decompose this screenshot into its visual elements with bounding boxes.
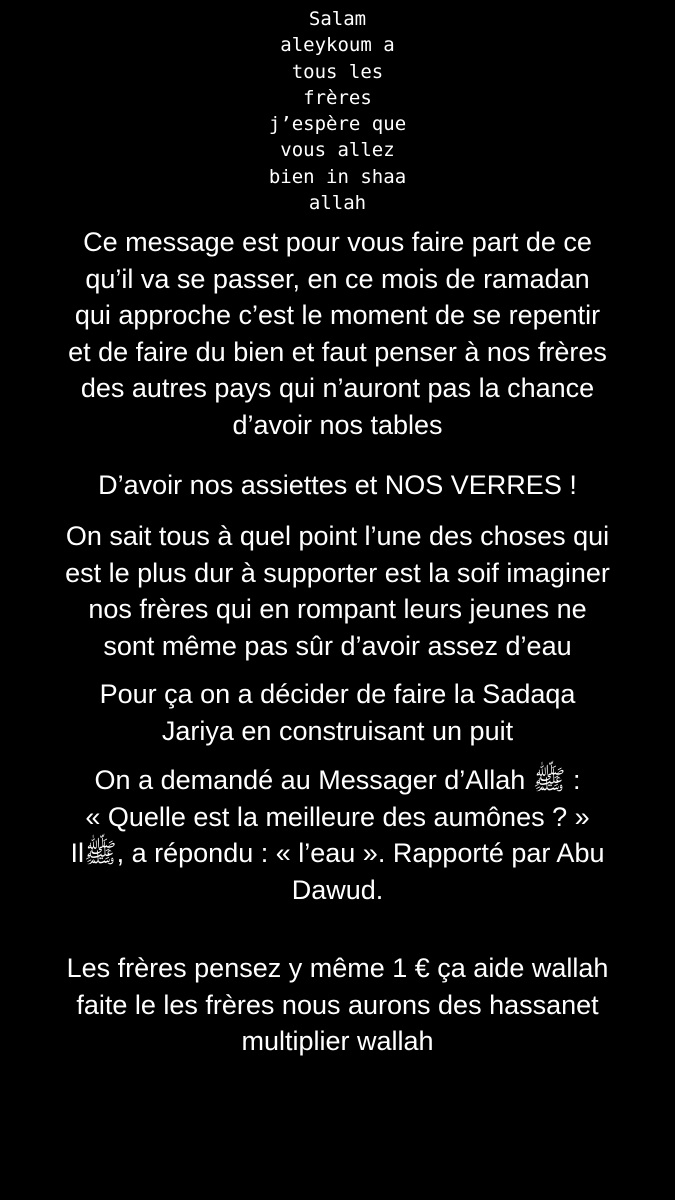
- text-line: On sait tous à quel point l’une des choses qui: [65, 521, 610, 551]
- greeting-line: vous allez: [280, 139, 395, 162]
- greeting-line: allah: [308, 192, 367, 215]
- text-line: Ce message est pour vous faire part de ce: [83, 227, 592, 257]
- text-line: est le plus dur à supporter est la soif imaginer: [65, 557, 610, 588]
- greeting-line: frères: [303, 86, 372, 109]
- text-line: On a demandé au Messager d’Allah ﷺ :: [94, 765, 581, 795]
- text-line: multiplier wallah: [241, 1026, 434, 1056]
- greeting-line: Salam: [308, 8, 367, 30]
- greeting-typewriter-text: [0, 6, 675, 216]
- text-line: Dawud.: [291, 874, 384, 905]
- message-paragraph-verres: [0, 467, 675, 504]
- message-paragraph-sadaqa: [0, 676, 675, 749]
- greeting-line: tous les: [291, 60, 384, 83]
- text-line: des autres pays qui n’auront pas la chance: [80, 373, 595, 403]
- text-line: Jariya en construisant un puit: [161, 715, 514, 746]
- greeting-line: aleykoum a: [280, 34, 395, 57]
- text-line: sont même pas sûr d’avoir assez d’eau: [103, 630, 572, 661]
- text-line: D’avoir nos assiettes et NOS VERRES !: [98, 470, 577, 500]
- text-line: qui approche c’est le moment de se repentir: [74, 300, 601, 330]
- message-paragraph-soif: [0, 518, 675, 664]
- text-line: Pour ça on a décider de faire la Sadaqa: [99, 679, 576, 709]
- text-line: « Quelle est la meilleure des aumônes ? »: [85, 801, 590, 832]
- text-line: d’avoir nos tables: [232, 409, 443, 440]
- message-paragraph-hadith: [0, 762, 675, 908]
- message-paragraph-ramadan: [0, 224, 675, 443]
- text-line: et de faire du bien et faut penser à nos frères: [68, 336, 607, 367]
- text-line: faite le les frères nous aurons des hassanet: [76, 989, 599, 1020]
- text-line: nos frères qui en rompant leurs jeunes ne: [88, 594, 587, 624]
- text-line: Ilﷺ, a répondu : « l’eau ». Rapporté par Abu: [70, 838, 605, 868]
- text-line: Les frères pensez y même 1 € ça aide wallah: [66, 953, 609, 983]
- greeting-line: bien in shaa: [268, 165, 407, 188]
- greeting-line: j’espère que: [268, 113, 407, 136]
- text-line: qu’il va se passer, en ce mois de ramadan: [85, 263, 590, 294]
- message-paragraph-appel: [0, 950, 675, 1060]
